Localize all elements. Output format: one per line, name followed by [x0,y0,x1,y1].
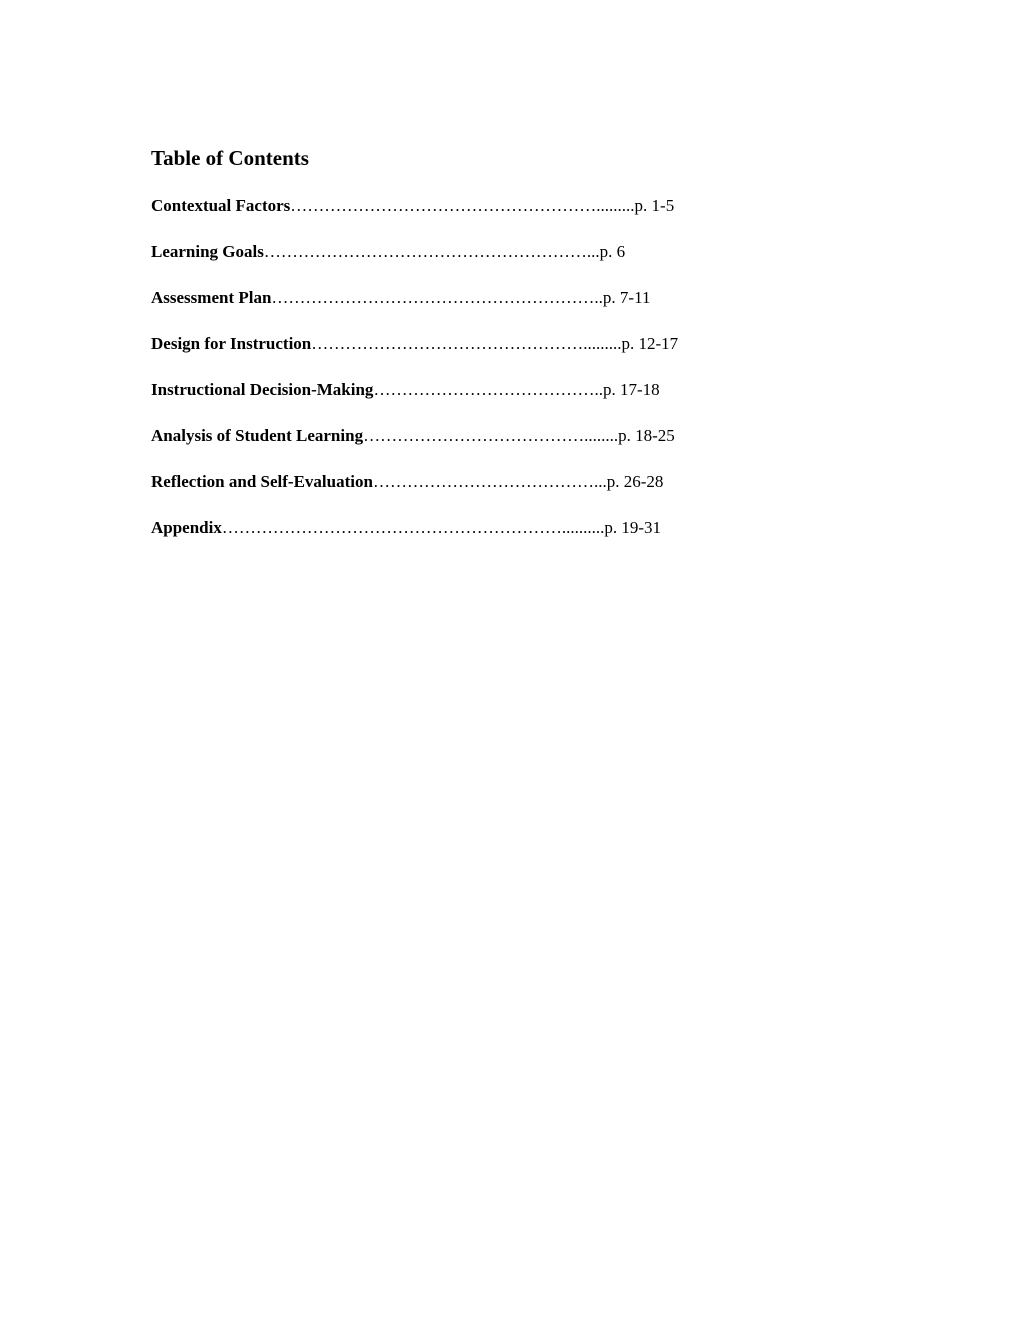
toc-dot-leader: ………………………………….. [373,380,603,399]
toc-entry-label: Reflection and Self-Evaluation [151,472,373,491]
toc-entry-label: Instructional Decision-Making [151,380,374,399]
table-of-contents [151,194,678,562]
toc-dot-leader: …………………………………………......... [311,334,622,353]
toc-entry-learning-goals [151,240,678,286]
toc-entry-label: Design for Instruction [151,334,312,353]
toc-page-number: p. 19-31 [604,518,662,537]
toc-dot-leader: ………………………………………………......... [290,196,635,215]
toc-entry-instructional-decision-making [151,378,678,424]
toc-entry-analysis-of-student-learning [151,424,678,470]
toc-entry-assessment-plan [151,286,678,332]
toc-entry-reflection-and-self-evaluation [151,470,678,516]
toc-entry-appendix [151,516,678,562]
toc-entry-label: Learning Goals [151,242,264,261]
toc-entry-contextual-factors [151,194,678,240]
toc-entry-label: Appendix [151,518,222,537]
toc-page-number: p. 1-5 [634,196,675,215]
toc-page-number: p. 26-28 [606,472,664,491]
toc-page-number: p. 17-18 [602,380,660,399]
page-title: Table of Contents [151,146,309,170]
toc-dot-leader: …………………………………... [372,472,607,491]
toc-dot-leader: …………………………………………………….......... [221,518,605,537]
toc-page-number: p. 12-17 [621,334,679,353]
toc-dot-leader: …………………………………………………... [263,242,600,261]
toc-dot-leader: …………………………………........ [363,426,619,445]
toc-dot-leader: ………………………………………………….. [271,288,603,307]
toc-page-number: p. 18-25 [618,426,675,445]
toc-entry-label: Analysis of Student Learning [151,426,364,445]
toc-page-number: p. 6 [599,242,626,261]
toc-page-number: p. 7-11 [602,288,651,307]
toc-entry-label: Contextual Factors [151,196,291,215]
toc-entry-design-for-instruction [151,332,678,378]
toc-entry-label: Assessment Plan [151,288,272,307]
